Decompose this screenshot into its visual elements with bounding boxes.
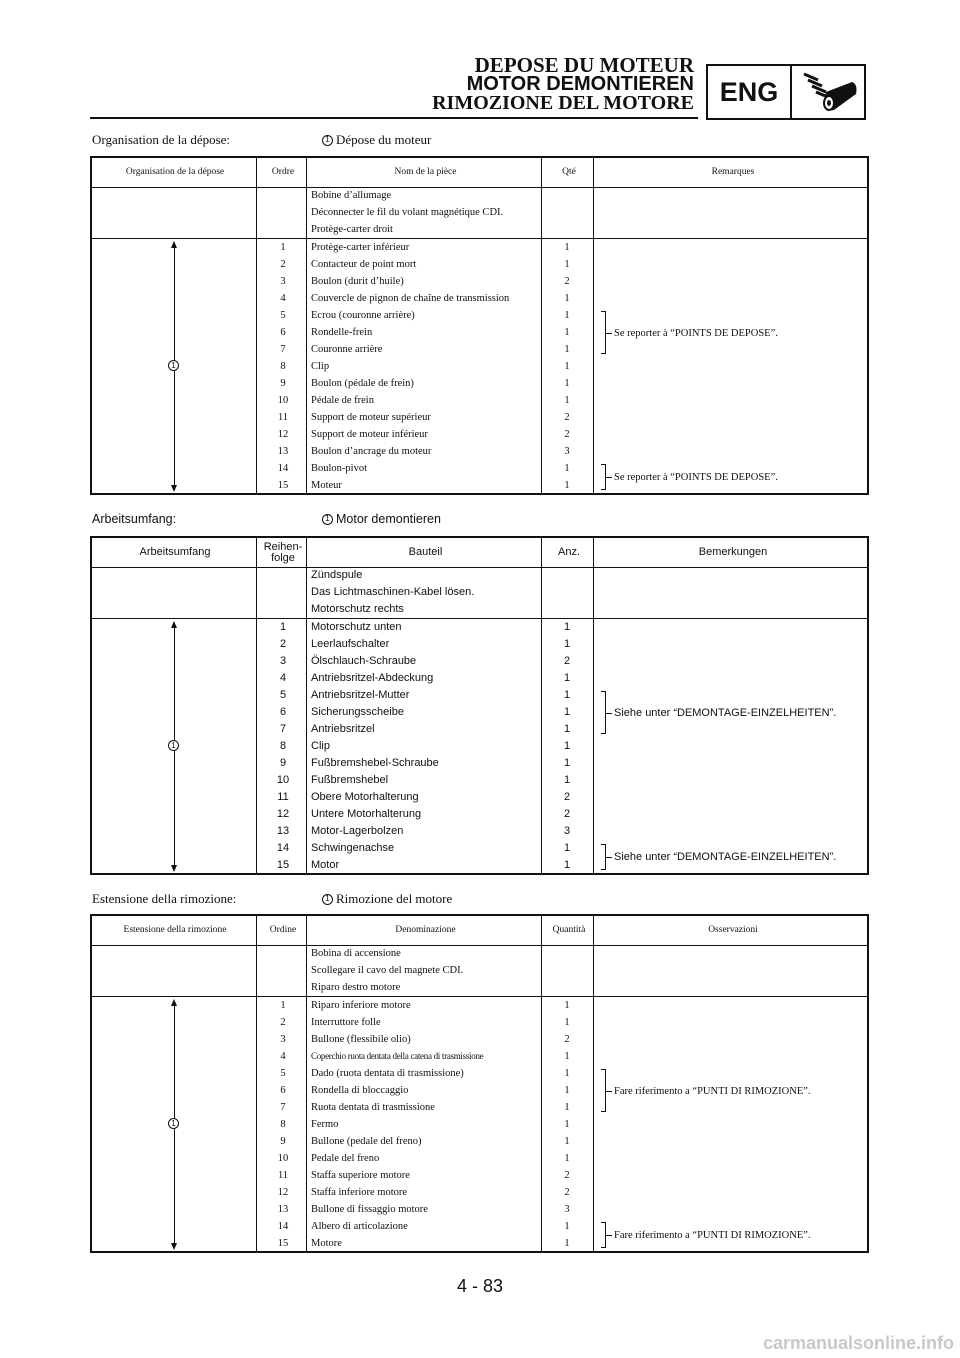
order-number: 4 xyxy=(280,1051,286,1062)
column-header: Organisation de la dépose xyxy=(125,167,225,177)
order-number: 14 xyxy=(277,463,289,474)
order-number: 4 xyxy=(280,293,286,304)
quantity: 1 xyxy=(564,1238,570,1249)
order-number: 10 xyxy=(277,1153,289,1164)
quantity: 1 xyxy=(564,1068,570,1079)
group-separator xyxy=(92,238,867,239)
quantity: 3 xyxy=(563,825,571,837)
quantity: 2 xyxy=(563,655,571,667)
quantity: 1 xyxy=(563,859,571,871)
parts-table xyxy=(90,536,869,875)
group-marker: 1 xyxy=(168,740,179,751)
part-name: Support de moteur inférieur xyxy=(311,429,428,440)
section-badge xyxy=(706,64,866,120)
remark-text: Siehe unter “DEMONTAGE-EINZELHEITEN”. xyxy=(614,851,837,863)
table-header xyxy=(92,916,867,946)
quantity: 1 xyxy=(564,1000,570,1011)
group-marker: 1 xyxy=(168,360,179,371)
quantity: 1 xyxy=(564,1136,570,1147)
order-number: 2 xyxy=(280,1017,286,1028)
order-number: 8 xyxy=(280,1119,286,1130)
order-number: 5 xyxy=(280,310,286,321)
page-number: 4 - 83 xyxy=(456,1276,504,1296)
part-name: Moteur xyxy=(311,480,342,491)
column-divider xyxy=(593,916,594,1251)
title-french: DEPOSE DU MOTEUR xyxy=(474,53,694,77)
pre-removal-item: Das Lichtmaschinen-Kabel lösen. xyxy=(311,586,475,598)
order-number: 7 xyxy=(280,1102,286,1113)
order-number: 3 xyxy=(279,655,287,667)
part-name: Ruota dentata di trasmissione xyxy=(311,1102,435,1113)
quantity: 2 xyxy=(563,791,571,803)
column-header: Reihen- folge xyxy=(263,540,303,564)
quantity: 2 xyxy=(564,1187,570,1198)
quantity: 1 xyxy=(564,480,570,491)
quantity: 1 xyxy=(564,1102,570,1113)
order-number: 6 xyxy=(279,706,287,718)
quantity: 1 xyxy=(563,638,571,650)
quantity: 1 xyxy=(563,672,571,684)
pre-removal-item: Déconnecter le fil du volant magnétique CDI. xyxy=(311,207,504,218)
order-number: 13 xyxy=(277,446,289,457)
arrow-up-icon xyxy=(171,241,177,248)
quantity: 1 xyxy=(564,378,570,389)
part-name: Rondelle-frein xyxy=(311,327,373,338)
order-number: 9 xyxy=(280,1136,286,1147)
part-name: Albero di articolazione xyxy=(311,1221,408,1232)
column-header: Qté xyxy=(562,167,576,177)
order-number: 12 xyxy=(277,429,289,440)
part-name: Motore xyxy=(311,1238,342,1249)
quantity: 1 xyxy=(564,293,570,304)
section-badge-label: ENG xyxy=(708,66,792,118)
order-number: 15 xyxy=(277,480,289,491)
part-name: Fußbremshebel-Schraube xyxy=(311,757,439,769)
quantity: 1 xyxy=(563,706,571,718)
remark-bracket-tick xyxy=(606,1235,612,1236)
column-header: Remarques xyxy=(711,167,755,177)
quantity: 1 xyxy=(563,689,571,701)
quantity: 1 xyxy=(564,242,570,253)
part-name: Boulon d’ancrage du moteur xyxy=(311,446,432,457)
order-number: 3 xyxy=(280,1034,286,1045)
column-divider xyxy=(256,538,257,873)
order-number: 13 xyxy=(277,1204,289,1215)
quantity: 2 xyxy=(564,276,570,287)
arrow-down-icon xyxy=(171,485,177,492)
column-divider xyxy=(306,538,307,873)
table-header xyxy=(92,158,867,188)
part-name: Coperchio ruota dentata della catena di trasmissione xyxy=(311,1051,484,1061)
arrow-down-icon xyxy=(171,865,177,872)
part-name: Ölschlauch-Schraube xyxy=(311,655,417,667)
pre-removal-item: Zündspule xyxy=(311,569,363,581)
order-number: 4 xyxy=(279,672,287,684)
part-name: Bullone (pedale del freno) xyxy=(311,1136,422,1147)
order-number: 11 xyxy=(277,412,289,423)
pre-removal-item: Motorschutz rechts xyxy=(311,603,404,615)
part-name: Schwingenachse xyxy=(311,842,395,854)
order-number: 8 xyxy=(279,740,287,752)
quantity: 1 xyxy=(564,395,570,406)
order-number: 2 xyxy=(279,638,287,650)
part-name: Ecrou (couronne arrière) xyxy=(311,310,415,321)
order-number: 6 xyxy=(280,327,286,338)
order-number: 7 xyxy=(280,344,286,355)
quantity: 2 xyxy=(564,1034,570,1045)
order-number: 6 xyxy=(280,1085,286,1096)
column-divider xyxy=(541,158,542,493)
column-header: Denominazione xyxy=(395,925,456,935)
order-number: 13 xyxy=(276,825,290,837)
page-header-titles xyxy=(432,53,694,114)
order-number: 12 xyxy=(277,1187,289,1198)
part-name: Obere Motorhalterung xyxy=(311,791,419,803)
circled-number: 1 xyxy=(322,894,333,905)
quantity: 2 xyxy=(564,1170,570,1181)
order-number: 11 xyxy=(277,1170,289,1181)
column-header: Osservazioni xyxy=(708,925,758,935)
part-name: Couronne arrière xyxy=(311,344,383,355)
quantity: 2 xyxy=(564,412,570,423)
section-subtitle-text: Dépose du moteur xyxy=(336,132,432,147)
part-name: Couvercle de pignon de chaîne de transmission xyxy=(311,293,510,304)
column-divider xyxy=(593,538,594,873)
section-label: Estensione della rimozione: xyxy=(92,891,237,906)
title-italian: RIMOZIONE DEL MOTORE xyxy=(432,92,694,114)
quantity: 1 xyxy=(564,1153,570,1164)
column-header: Nom de la pièce xyxy=(394,167,457,177)
order-number: 10 xyxy=(276,774,290,786)
parts-table xyxy=(90,156,869,495)
part-name: Staffa inferiore motore xyxy=(311,1187,408,1198)
part-name: Bullone (flessibile olio) xyxy=(311,1034,411,1045)
part-name: Support de moteur supérieur xyxy=(311,412,431,423)
group-separator xyxy=(92,618,867,619)
circled-number: 1 xyxy=(322,514,333,525)
column-divider xyxy=(306,158,307,493)
order-number: 9 xyxy=(279,757,287,769)
part-name: Protège-carter inférieur xyxy=(311,242,410,253)
quantity: 1 xyxy=(563,740,571,752)
section-label: Arbeitsumfang: xyxy=(92,512,177,526)
column-header: Ordre xyxy=(271,167,295,177)
column-header: Estensione della rimozione xyxy=(123,925,227,935)
parts-table xyxy=(90,914,869,1253)
quantity: 1 xyxy=(564,310,570,321)
remark-text: Se reporter à “POINTS DE DEPOSE”. xyxy=(614,327,778,339)
remark-bracket-tick xyxy=(606,477,612,478)
section-subtitle xyxy=(322,891,452,907)
order-number: 5 xyxy=(280,1068,286,1079)
order-number: 9 xyxy=(280,378,286,389)
column-divider xyxy=(256,916,257,1251)
column-divider xyxy=(541,538,542,873)
column-header: Bemerkungen xyxy=(698,546,768,558)
quantity: 1 xyxy=(563,757,571,769)
quantity: 2 xyxy=(564,429,570,440)
watermark: carmanualsonline.info xyxy=(762,1333,954,1353)
remark-text: Se reporter à “POINTS DE DEPOSE”. xyxy=(614,472,778,483)
remark-bracket-tick xyxy=(606,1091,612,1092)
remark-bracket-tick xyxy=(606,713,612,714)
part-name: Fußbremshebel xyxy=(311,774,389,786)
column-header: Ordine xyxy=(269,925,297,935)
order-number: 7 xyxy=(279,723,287,735)
order-number: 8 xyxy=(280,361,286,372)
order-number: 15 xyxy=(277,1238,289,1249)
part-name: Antriebsritzel-Abdeckung xyxy=(311,672,434,684)
column-divider xyxy=(541,916,542,1251)
section-subtitle xyxy=(322,512,441,526)
part-name: Rondella di bloccaggio xyxy=(311,1085,409,1096)
order-number: 5 xyxy=(279,689,287,701)
remark-text: Fare riferimento a “PUNTI DI RIMOZIONE”. xyxy=(614,1230,811,1241)
pre-removal-item: Bobina di accensione xyxy=(311,948,401,959)
remark-text: Fare riferimento a “PUNTI DI RIMOZIONE”. xyxy=(614,1085,811,1097)
part-name: Antriebsritzel-Mutter xyxy=(311,689,410,701)
quantity: 1 xyxy=(564,1017,570,1028)
quantity: 1 xyxy=(564,361,570,372)
part-name: Motor-Lagerbolzen xyxy=(311,825,404,837)
quantity: 2 xyxy=(563,808,571,820)
quantity: 1 xyxy=(564,1085,570,1096)
part-name: Untere Motorhalterung xyxy=(311,808,422,820)
order-number: 10 xyxy=(277,395,289,406)
quantity: 1 xyxy=(563,842,571,854)
column-divider xyxy=(306,916,307,1251)
quantity: 1 xyxy=(564,344,570,355)
part-name: Leerlaufschalter xyxy=(311,638,390,650)
column-divider xyxy=(256,158,257,493)
quantity: 3 xyxy=(564,446,570,457)
part-name: Interruttore folle xyxy=(311,1017,381,1028)
order-number: 11 xyxy=(277,791,289,803)
section-subtitle-text: Motor demontieren xyxy=(336,512,441,526)
order-number: 2 xyxy=(280,259,286,270)
quantity: 1 xyxy=(563,621,571,633)
circled-number: 1 xyxy=(322,135,333,146)
order-number: 15 xyxy=(276,859,290,871)
part-name: Fermo xyxy=(311,1119,339,1130)
order-number: 1 xyxy=(279,621,287,633)
part-name: Clip xyxy=(311,740,330,752)
section-label: Organisation de la dépose: xyxy=(92,132,231,147)
part-name: Clip xyxy=(311,361,330,372)
order-number: 12 xyxy=(276,808,290,820)
part-name: Motor xyxy=(311,859,340,871)
group-separator xyxy=(92,996,867,997)
quantity: 1 xyxy=(564,1221,570,1232)
section-subtitle-text: Rimozione del motore xyxy=(336,891,453,906)
part-name: Boulon-pivot xyxy=(311,463,368,474)
column-divider xyxy=(593,158,594,493)
column-header: Anz. xyxy=(557,546,580,558)
part-name: Staffa superiore motore xyxy=(311,1170,410,1181)
part-name: Bullone di fissaggio motore xyxy=(311,1204,428,1215)
title-german: MOTOR DEMONTIEREN xyxy=(466,73,694,95)
order-number: 14 xyxy=(276,842,290,854)
part-name: Pédale de frein xyxy=(311,395,374,406)
quantity: 1 xyxy=(564,259,570,270)
arrow-down-icon xyxy=(171,1243,177,1250)
order-number: 3 xyxy=(280,276,286,287)
arrow-up-icon xyxy=(171,999,177,1006)
part-name: Boulon (durit d’huile) xyxy=(311,276,404,287)
order-number: 14 xyxy=(277,1221,289,1232)
column-header: Quantità xyxy=(552,925,586,935)
part-name: Riparo inferiore motore xyxy=(311,1000,411,1011)
remark-bracket-tick xyxy=(606,333,612,334)
part-name: Motorschutz unten xyxy=(311,621,402,633)
quantity: 1 xyxy=(564,1051,570,1062)
table-header xyxy=(92,538,867,568)
pre-removal-item: Scollegare il cavo del magnete CDI. xyxy=(311,965,464,976)
quantity: 1 xyxy=(564,327,570,338)
header-rule xyxy=(90,117,698,119)
pre-removal-item: Bobine d’allumage xyxy=(311,190,392,201)
remark-bracket-tick xyxy=(606,857,612,858)
remark-text: Siehe unter “DEMONTAGE-EINZELHEITEN”. xyxy=(614,706,837,719)
arrow-up-icon xyxy=(171,621,177,628)
quantity: 1 xyxy=(564,463,570,474)
engine-piston-icon xyxy=(792,66,864,118)
part-name: Contacteur de point mort xyxy=(311,259,417,270)
part-name: Dado (ruota dentata di trasmissione) xyxy=(311,1068,464,1079)
pre-removal-item: Protège-carter droit xyxy=(311,224,393,235)
quantity: 1 xyxy=(564,1119,570,1130)
column-header: Bauteil xyxy=(408,546,443,558)
quantity: 1 xyxy=(563,723,571,735)
section-subtitle xyxy=(322,132,431,148)
column-header: Arbeitsumfang xyxy=(139,546,211,558)
pre-removal-item: Riparo destro motore xyxy=(311,982,401,993)
order-number: 1 xyxy=(280,242,286,253)
order-number: 1 xyxy=(280,1000,286,1011)
quantity: 3 xyxy=(564,1204,570,1215)
part-name: Pedale del freno xyxy=(311,1153,380,1164)
quantity: 1 xyxy=(563,774,571,786)
part-name: Sicherungsscheibe xyxy=(311,706,404,718)
part-name: Boulon (pédale de frein) xyxy=(311,378,414,389)
part-name: Antriebsritzel xyxy=(311,723,375,735)
group-marker: 1 xyxy=(168,1118,179,1129)
